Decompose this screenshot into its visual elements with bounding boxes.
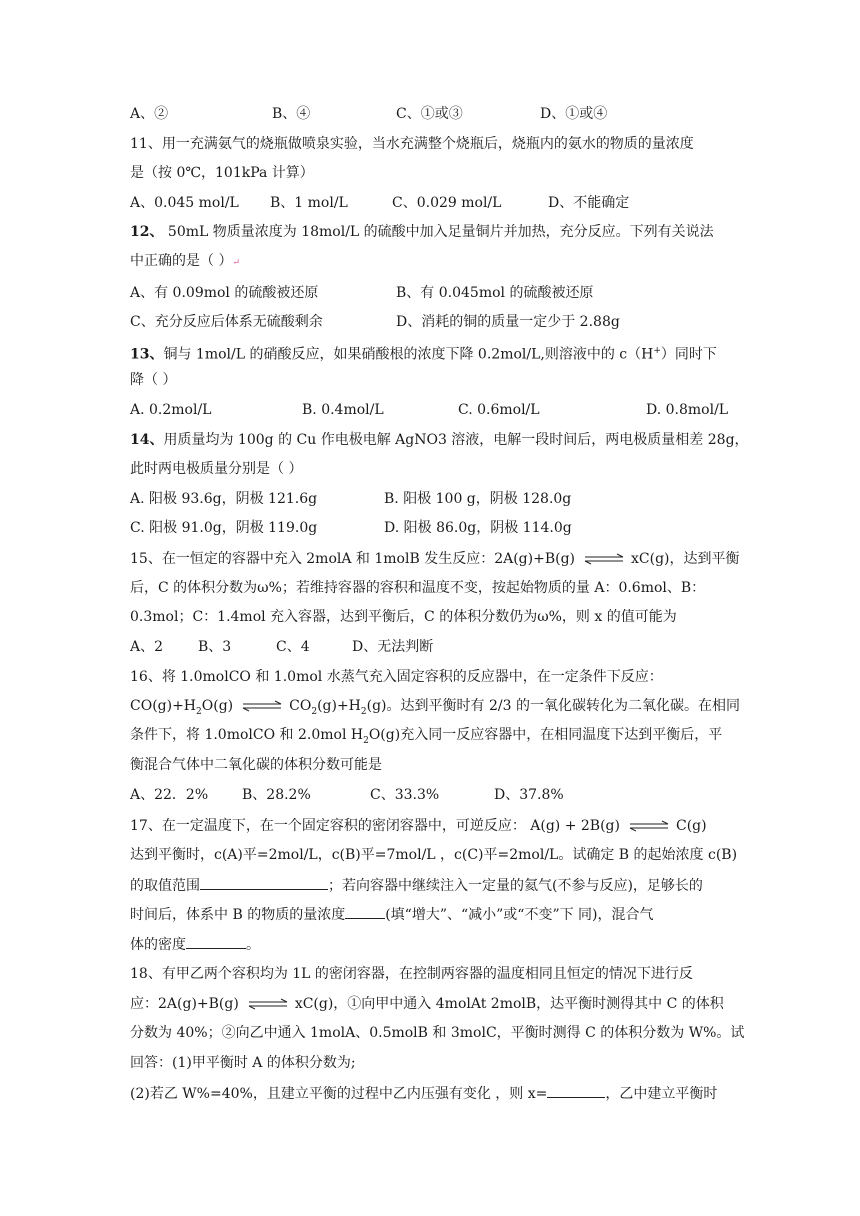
q12-option-b: B、有 0.045mol 的硫酸被还原 (396, 285, 594, 301)
q12-line2 (130, 251, 240, 273)
edit-mark-icon: ↵ (232, 258, 240, 268)
q14-text: 用质量均为 100g 的 Cu 作电极电解 AgNO3 溶液，电解一段时间后，两电极质量相差 28g， (163, 432, 749, 448)
q16-line2 (130, 696, 740, 722)
q18-line2 (130, 994, 724, 1014)
q18-line4: 回答：(1)甲平衡时 A 的体积分数为; (130, 1055, 356, 1071)
q18-text-5b: ，乙中建立平衡时 (605, 1086, 718, 1102)
q18-text-2b: xC(g)，①向甲中通入 4molAt 2molB，达平衡时测得其中 C 的体积 (294, 996, 724, 1012)
q17-text-3b: ；若向容器中继续注入一定量的氦气(不参与反应)，足够长的 (328, 878, 703, 894)
q16-co2-b: (g)+H (317, 698, 361, 714)
q14-option-a: A. 阳极 93.6g，阴极 121.6g (130, 491, 318, 507)
q10-option-d: D、①或④ (540, 106, 608, 122)
q16-line1: 16、将 1.0molCO 和 1.0mol 水蒸气充入固定容积的反应器中，在一定条件下反应： (130, 669, 663, 685)
q10-option-b: B、④ (272, 106, 311, 122)
q13-option-a: A. 0.2mol/L (130, 402, 212, 418)
q17-text-b: C(g) (675, 818, 707, 834)
q16-option-d: D、37.8% (494, 787, 564, 803)
q12-option-c: C、充分反应后体系无硫酸剩余 (130, 314, 323, 330)
sub-2: 2 (363, 735, 369, 746)
q15-option-d: D、无法判断 (352, 639, 434, 655)
equilibrium-arrow-icon (579, 553, 627, 565)
q14-option-d: D. 阳极 86.0g，阴极 114.0g (384, 520, 572, 536)
q16-option-c: C、33.3% (370, 787, 440, 803)
q17-line3 (130, 875, 703, 896)
q16-text: (g)。达到平衡时有 2/3 的一氧化碳转化为二氧化碳。在相同 (366, 698, 740, 714)
q13-number: 13、 (130, 346, 164, 363)
equilibrium-arrow-icon (624, 820, 672, 832)
q16-line3 (130, 725, 722, 751)
q15-option-c: C、4 (276, 639, 310, 655)
q18-line1: 18、有甲乙两个容积均为 1L 的密闭容器，在控制两容器的温度相同且恒定的情况下进行反 (130, 966, 693, 982)
q11-option-a: A、0.045 mol/L (130, 195, 239, 211)
q14-option-b: B. 阳极 100 g，阴极 128.0g (384, 491, 572, 507)
q13-option-d: D. 0.8mol/L (646, 402, 729, 418)
q13-text-a: 铜与 1mol/L 的硝酸反应，如果硝酸根的浓度下降 0.2mol/L,则溶液中的 c（H (163, 346, 654, 363)
q15-option-a: A、2 (130, 639, 164, 655)
q17-text-4b: (填“增大”、“减小”或“不变”下 同)，混合气 (385, 907, 654, 923)
q16-option-a: A、22．2% (130, 787, 209, 803)
q14-number: 14、 (130, 432, 164, 448)
equilibrium-arrow-icon (237, 700, 285, 712)
q17-text-4a: 时间后，体系中 B 的物质的量浓度 (130, 907, 346, 923)
q16-option-b: B、28.2% (242, 787, 311, 803)
q15-line3: 0.3mol；C：1.4mol 充入容器，达到平衡后，C 的体积分数仍为ω%，则 x 的值可能为 (130, 609, 677, 625)
q13-option-b: B. 0.4mol/L (302, 402, 384, 418)
q12-option-a: A、有 0.09mol 的硫酸被还原 (130, 285, 319, 301)
q18-line5 (130, 1083, 717, 1104)
q11-line2: 是（按 0℃，101kPa 计算） (130, 165, 314, 181)
q18-line3: 分数为 40%；②向乙中通入 1molA、0.5molB 和 3molC，平衡时测得 C 的体积分数为 W%。试 (130, 1025, 745, 1041)
sub-2: 2 (360, 706, 367, 717)
q17-line5 (130, 934, 260, 955)
q17-line4 (130, 904, 654, 925)
answer-blank[interactable] (345, 904, 385, 919)
q16-co2-a: CO (289, 698, 312, 714)
q13-plus-sup: + (653, 346, 661, 356)
q15-line1 (130, 549, 740, 569)
q11-option-b: B、1 mol/L (270, 195, 348, 211)
answer-blank[interactable] (186, 934, 246, 949)
equilibrium-arrow-icon (243, 998, 291, 1010)
q17-text-a: 17、在一定温度下，在一个固定容积的密闭容器中，可逆反应： A(g) + 2B(g) (130, 818, 620, 834)
q11-option-c: C、0.029 mol/L (392, 195, 502, 211)
sub-2: 2 (196, 706, 202, 717)
q15-line2: 后，C 的体积分数为ω%；若维持容器的容积和温度不变，按起始物质的量 A：0.6mol、B： (130, 580, 706, 596)
q16-line4: 衡混合气体中二氧化碳的体积分数可能是 (130, 757, 382, 773)
q15-text-b: xC(g)，达到平衡 (631, 551, 740, 567)
answer-blank[interactable] (200, 875, 328, 890)
q14-line2: 此时两电极质量分别是（ ） (130, 461, 303, 477)
q12-option-d: D、消耗的铜的质量一定少于 2.88g (396, 314, 620, 330)
q15-text-a: 15、在一恒定的容器中充入 2molA 和 1molB 发生反应：2A(g)+B(g) (130, 551, 575, 567)
sub-2: 2 (311, 706, 318, 717)
q12-line1 (130, 222, 714, 242)
q17-text-5b: 。 (246, 937, 260, 953)
q15-option-b: B、3 (198, 639, 232, 655)
q14-line1 (130, 430, 749, 450)
q12-stem-end: 中正确的是（ ） (130, 253, 233, 269)
q17-line1 (130, 816, 707, 836)
q14-option-c: C. 阳极 91.0g，阴极 119.0g (130, 520, 318, 536)
q11-line1: 11、用一充满氨气的烧瓶做喷泉实验，当水充满整个烧瓶后，烧瓶内的氨水的物质的量浓度 (130, 136, 694, 152)
q18-text-2a: 应：2A(g)+B(g) (130, 996, 239, 1012)
q12-text: 50mL 物质量浓度为 18mol/L 的硫酸中加入足量铜片并加热，充分反应。下列有关说法 (163, 224, 714, 240)
q13-text-b: ）同时下 (660, 346, 717, 363)
q17-text-3a: 的取值范围 (130, 878, 200, 894)
q17-line2: 达到平衡时，c(A)平=2mol/L，c(B)平=7mol/L ，c(C)平=2mol/L。试确定 B 的起始浓度 c(B) (130, 847, 738, 863)
q16-text-3b: O(g)充入同一反应容器中，在相同温度下达到平衡后，平 (368, 727, 723, 743)
q16-co-h2o-b: O(g) (201, 698, 234, 714)
q13-line1 (130, 341, 717, 365)
q17-text-5a: 体的密度 (130, 937, 186, 953)
q12-number: 12、 (130, 224, 164, 240)
q16-co-h2o-a: CO(g)+H (130, 698, 197, 714)
q10-option-c: C、①或③ (396, 106, 463, 122)
q11-option-d: D、不能确定 (548, 195, 630, 211)
answer-blank[interactable] (547, 1083, 605, 1098)
q13-line2: 降（ ） (130, 372, 177, 388)
q16-text-3a: 条件下，将 1.0molCO 和 2.0mol H (130, 727, 364, 743)
q13-option-c: C. 0.6mol/L (458, 402, 540, 418)
q18-text-5a: (2)若乙 W%=40%，且建立平衡的过程中乙内压强有变化 ，则 x= (130, 1086, 548, 1102)
q10-option-a: A、② (130, 106, 169, 122)
